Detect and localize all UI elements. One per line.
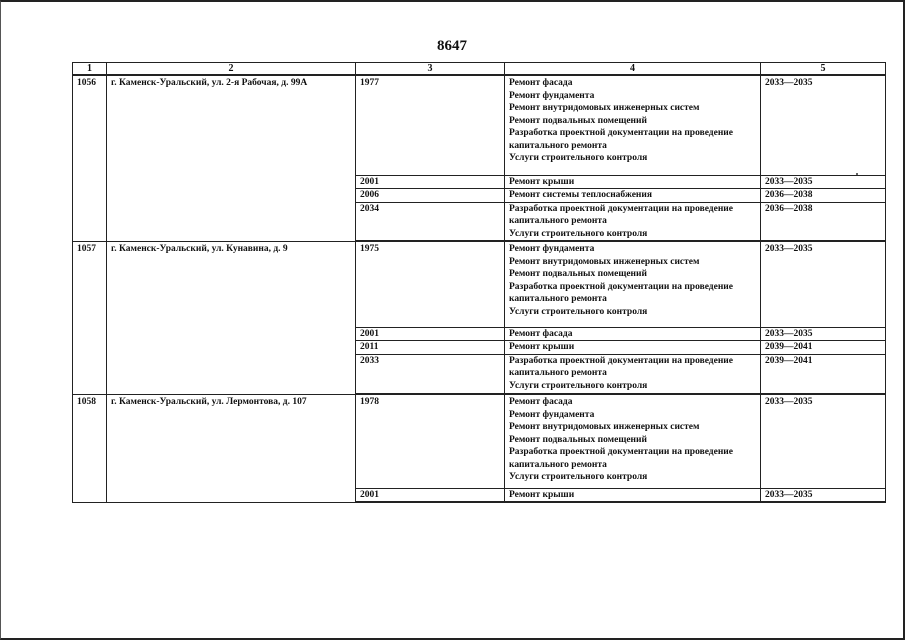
- col-header-3: 3: [356, 63, 505, 76]
- row-number: 1057: [73, 241, 107, 394]
- year-cell: 2033: [356, 354, 505, 394]
- table-row: [73, 394, 886, 488]
- period-cell: 2033—2035: [761, 75, 886, 175]
- year-cell: 1975: [356, 241, 505, 327]
- page-number: 8647: [437, 38, 467, 54]
- period-cell: 2033—2035: [761, 394, 886, 488]
- works-cell: Ремонт крыши: [505, 175, 761, 189]
- year-cell: 2001: [356, 175, 505, 189]
- works-cell: Ремонт фундамента Ремонт внутридомовых инженерных систем Ремонт подвальных помещений Разработка проектной документации на проведение капитального ремонта Услуги строительного контроля: [505, 241, 761, 327]
- period-cell: 2033—2035: [761, 241, 886, 327]
- works-cell: Ремонт фасада Ремонт фундамента Ремонт внутридомовых инженерных систем Ремонт подвальных помещений Разработка проектной документации на проведение капитального ремонта Услуги строительного контроля: [505, 75, 761, 175]
- col-header-2: 2: [107, 63, 356, 76]
- period-cell: 2033—2035: [761, 488, 886, 502]
- address-cell: г. Каменск-Уральский, ул. Лермонтова, д. 107: [107, 394, 356, 502]
- works-cell: Ремонт крыши: [505, 488, 761, 502]
- col-header-4: 4: [505, 63, 761, 76]
- period-cell: 2039—2041: [761, 341, 886, 355]
- address-cell: г. Каменск-Уральский, ул. 2-я Рабочая, д. 99А: [107, 75, 356, 241]
- period-cell: 2039—2041: [761, 354, 886, 394]
- row-number: 1056: [73, 75, 107, 241]
- works-cell: Разработка проектной документации на проведение капитального ремонта Услуги строительного контроля: [505, 354, 761, 394]
- col-header-1: 1: [73, 63, 107, 76]
- row-number: 1058: [73, 394, 107, 502]
- col-header-5: 5: [761, 63, 886, 76]
- period-cell: 2033—2035: [761, 327, 886, 341]
- works-cell: Разработка проектной документации на проведение капитального ремонта Услуги строительного контроля: [505, 202, 761, 241]
- address-cell: г. Каменск-Уральский, ул. Кунавина, д. 9: [107, 241, 356, 394]
- year-cell: 2006: [356, 189, 505, 203]
- table-row: [73, 241, 886, 327]
- works-cell: Ремонт фасада: [505, 327, 761, 341]
- works-cell: Ремонт крыши: [505, 341, 761, 355]
- year-cell: 2001: [356, 488, 505, 502]
- year-cell: 1977: [356, 75, 505, 175]
- year-cell: 2034: [356, 202, 505, 241]
- year-cell: 2011: [356, 341, 505, 355]
- year-cell: 1978: [356, 394, 505, 488]
- period-cell: 2036—2038: [761, 189, 886, 203]
- period-cell: 2036—2038: [761, 202, 886, 241]
- period-cell: 2033—2035: [761, 175, 886, 189]
- scan-speck: [856, 173, 858, 175]
- capital-repair-table: [72, 62, 886, 503]
- table-row: [73, 75, 886, 175]
- works-cell: Ремонт фасада Ремонт фундамента Ремонт внутридомовых инженерных систем Ремонт подвальных помещений Разработка проектной документации на проведение капитального ремонта Услуги строительного контроля: [505, 394, 761, 488]
- year-cell: 2001: [356, 327, 505, 341]
- works-cell: Ремонт системы теплоснабжения: [505, 189, 761, 203]
- header-row: [73, 63, 886, 76]
